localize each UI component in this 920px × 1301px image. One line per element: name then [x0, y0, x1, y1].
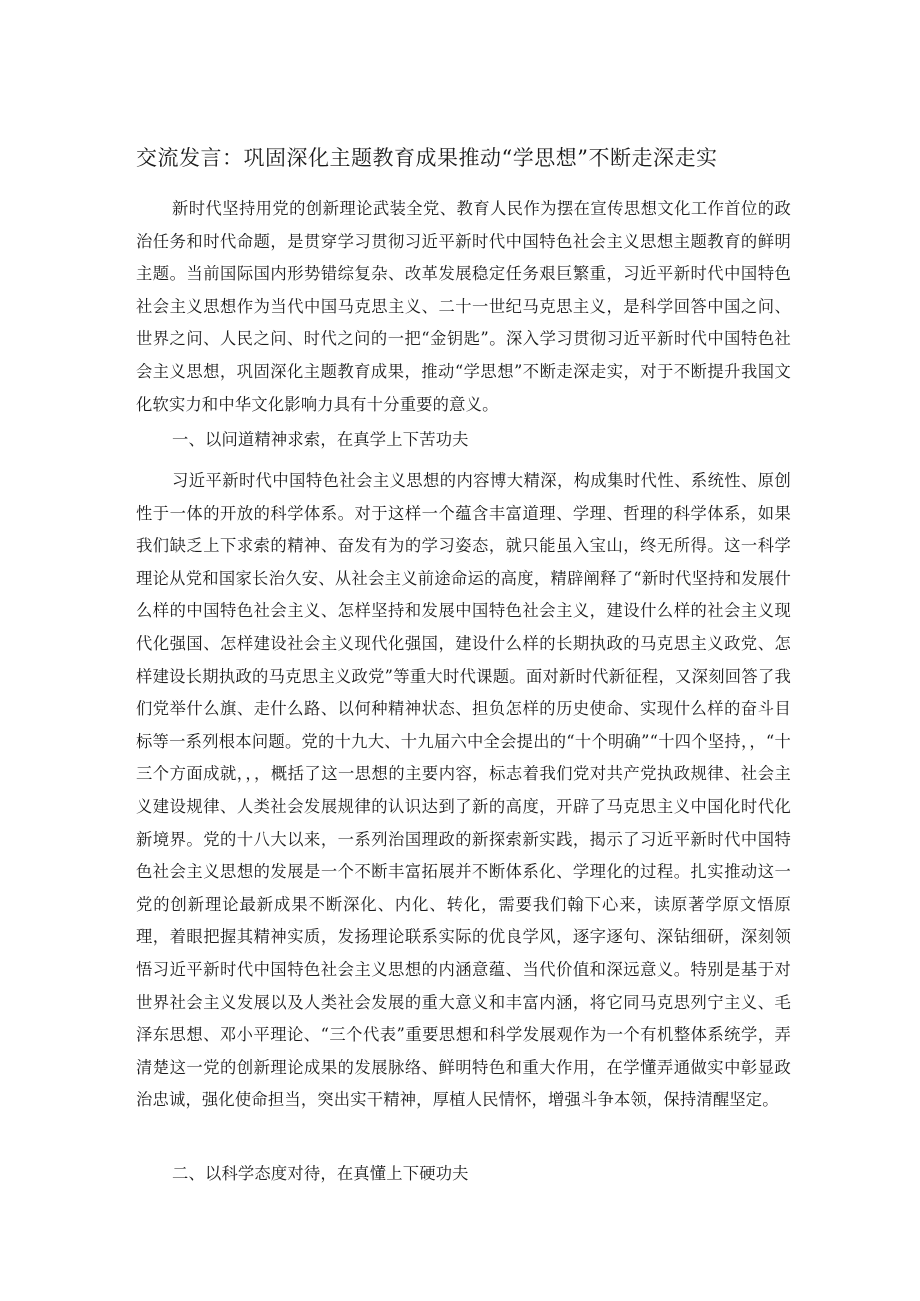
section-heading-2: 二、以科学态度对待，在真懂上下硬功夫 [172, 1164, 469, 1183]
section-1-paragraph: 习近平新时代中国特色社会主义思想的内容博大精深，构成集时代性、系统性、原创性于一体的开放的科学体系。对于这样一个蕴含丰富道理、学理、哲理的科学体系，如果我们缺乏上下求索的精神、奋发有为的学习姿态，就只能虽入宝山，终无所得。这一科学理论从党和国家长治久安、从社会主义前途命运的高度，精辟阐释了“新时代坚持和发展什么样的中国特色社会主义、怎样坚持和发展中国特色社会主义，建设什么样的社会主义现代化强国、怎样建设社会主义现代化强国，建设什么样的长期执政的马克思主义政党、怎样建设长期执政的马克思主义政党”等重大时代课题。面对新时代新征程，又深刻回答了我们党举什么旗、走什么路、以何种精神状态、担负怎样的历史使命、实现什么样的奋斗目标等一系列根本问题。党的十九大、十九届六中全会提出的“十个明确”“十四个坚持，，“十三个方面成就，，，概括了这一思想的主要内容，标志着我们党对共产党执政规律、社会主义建设规律、人类社会发展规律的认识达到了新的高度，开辟了马克思主义中国化时代化新境界。党的十八大以来，一系列治国理政的新探索新实践，揭示了习近平新时代中国特色社会主义思想的发展是一个不断丰富拓展并不断体系化、学理化的过程。扎实推动这一党的创新理论最新成果不断深化、内化、转化，需要我们翰下心来，读原著学原文悟原理，着眼把握其精神实质，发扬理论联系实际的优良学风，逐字逐句、深钻细研，深刻领悟习近平新时代中国特色社会主义思想的内涵意蕴、当代价值和深远意义。特别是基于对世界社会主义发展以及人类社会发展的重大意义和丰富内涵，将它同马克思列宁主义、毛泽东思想、邓小平理论、“三个代表”重要思想和科学发展观作为一个有机整体系统学，弄清楚这一党的创新理论成果的发展脉络、鲜明特色和重大作用，在学懂弄通做实中彰显政治忠诚，强化使命担当，突出实干精神，厚植人民情怀，增强斗争本领，保持清醒坚定。 [136, 471, 791, 1110]
document-title: 交流发言：巩固深化主题教育成果推动“学思想”不断走深走实 [136, 146, 718, 170]
section-heading-1: 一、以问道精神求索，在真学上下苦功夫 [172, 430, 469, 449]
intro-paragraph: 新时代坚持用党的创新理论武装全党、教育人民作为摆在宣传思想文化工作首位的政治任务和时代命题，是贯穿学习贯彻习近平新时代中国特色社会主义思想主题教育的鲜明主题。当前国际国内形势错综复杂、改革发展稳定任务艰巨繁重，习近平新时代中国特色社会主义思想作为当代中国马克思主义、二十一世纪马克思主义，是科学回答中国之问、世界之问、人民之问、时代之问的一把“金钥匙”。深入学习贯彻习近平新时代中国特色社会主义思想，巩固深化主题教育成果，推动“学思想”不断走深走实，对于不断提升我国文化软实力和中华文化影响力具有十分重要的意义。 [136, 199, 791, 414]
